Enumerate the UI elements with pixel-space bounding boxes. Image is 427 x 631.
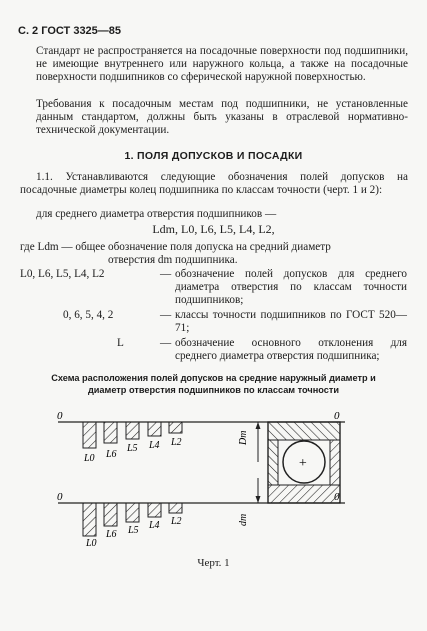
bearing-cross-section (268, 422, 340, 503)
field-bottom-l2 (169, 503, 182, 513)
field-label-bottom-l5: L5 (128, 525, 139, 536)
zero-label-top-right: 0 (334, 410, 340, 422)
field-label-top-l0: L0 (84, 453, 95, 464)
field-label-top-l6: L6 (106, 449, 117, 460)
section-title: 1. ПОЛЯ ДОПУСКОВ И ПОСАДКИ (124, 150, 303, 162)
formula: Ldm, L0, L6, L5, L4, L2, (152, 222, 275, 236)
legend-code-3: L (117, 337, 124, 349)
figure-label: Черт. 1 (197, 557, 230, 569)
field-top-l2 (169, 422, 182, 433)
field-label-top-l4: L4 (149, 440, 160, 451)
field-top-l0 (83, 422, 96, 448)
field-top-l6 (104, 422, 117, 443)
figure-caption-1: Схема расположения полей допусков на средние наружный диаметр и (51, 373, 376, 383)
field-label-bottom-l2: L2 (171, 516, 182, 527)
figure-1-diagram (0, 400, 427, 550)
field-label-bottom-l6: L6 (106, 529, 117, 540)
field-label-top-l5: L5 (127, 443, 138, 454)
intro-paragraph-2 (36, 98, 408, 137)
legend-dash-2: — (160, 309, 172, 321)
field-label-bottom-l0: L0 (86, 538, 97, 549)
legend-code-1: L0, L6, L5, L4, L2 (20, 268, 105, 280)
intro-paragraph-1 (36, 45, 408, 84)
dim-label-inner: dm (238, 513, 249, 526)
plus-sign: + (298, 456, 308, 471)
legend-dash-3: — (160, 337, 172, 349)
field-bottom-l0 (83, 503, 96, 536)
field-top-l4 (148, 422, 161, 436)
field-bottom-l6 (104, 503, 117, 526)
field-top-l5 (126, 422, 139, 439)
intro-text-1: Стандарт не распространяется на посадочные поверхности под подшипники, не имеющие внутреннего или наружного кольца, а также на посадочные поверхности подшипников со сферической наружной поверхностью. (36, 45, 408, 83)
field-bottom-l4 (148, 503, 161, 517)
field-label-bottom-l4: L4 (149, 520, 160, 531)
where-line-1: где Ldm — общее обозначение поля допуска на средний диаметр (20, 241, 331, 253)
clause-line: для среднего диаметра отверстия подшипников — (36, 208, 277, 220)
zero-label-bottom-left: 0 (57, 491, 63, 503)
legend-desc-2: классы точности подшипников по ГОСТ 520—71; (175, 309, 407, 334)
zero-label-top-left: 0 (57, 410, 63, 422)
legend-code-2: 0, 6, 5, 4, 2 (63, 309, 114, 321)
page-header: С. 2 ГОСТ 3325—85 (18, 25, 122, 37)
intro-text-2: Требования к посадочным местам под подшипники, не установленные данным стандартом, должны быть указаны в отраслевой нормативно-технической документации. (36, 98, 408, 136)
legend-desc-3: обозначение основного отклонения для среднего диаметра отверстия подшипника; (175, 337, 407, 362)
legend-dash-1: — (160, 268, 172, 280)
dim-label-outer: Dm (238, 430, 249, 445)
legend-desc-1: обозначение полей допусков для среднего диаметра отверстия по классам точности подшипников; (175, 268, 407, 306)
field-label-top-l2: L2 (171, 437, 182, 448)
field-bottom-l5 (126, 503, 139, 522)
figure-caption-2: диаметр отверстия подшипников по классам точности (87, 385, 340, 395)
where-line-2: отверстия dm подшипника. (108, 254, 238, 266)
clause-1-1: 1.1. Устанавливаются следующие обозначения полей допусков на посадочные диаметры колец подшипника по классам точности (черт. 1 и 2): (20, 171, 408, 196)
